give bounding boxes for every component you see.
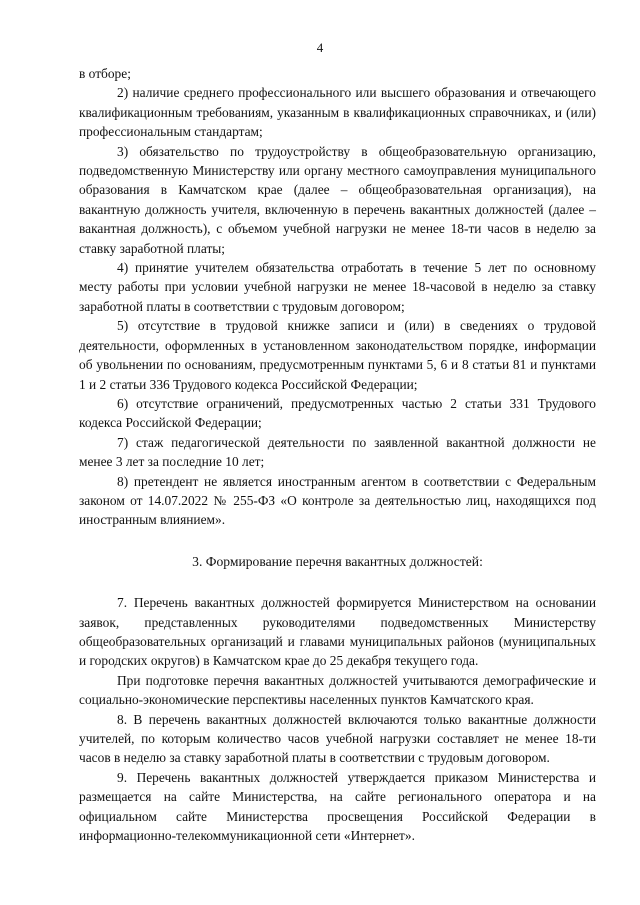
paragraph: в отборе; xyxy=(79,66,131,81)
paragraph: 4) принятие учителем обязательства отработать в течение 5 лет по основному месту работы при условии учебной нагрузки не менее 18-часовой в неделю за ставку заработной платы в соответствии с трудовым договором; xyxy=(79,260,596,314)
page-number: 4 xyxy=(316,40,324,55)
paragraph: 2) наличие среднего профессионального или высшего образования и отвечающего квалификационным требованиям, указанным в квалификационных справочниках, и (или) профессиональным стандартам; xyxy=(79,85,596,140)
criteria-list xyxy=(79,64,596,530)
paragraph: 5) отсутствие в трудовой книжке записи и (или) в сведениях о трудовой деятельности, оформленных в установленном законодательством порядке, информации об увольнении по основаниям, предусмотренным пунктами 5, 6 и 8 статьи 81 и пунктами 1 и 2 статьи 336 Трудового кодекса Российской Федерации; xyxy=(79,318,596,392)
section-paragraphs xyxy=(79,593,596,845)
paragraph: 8) претендент не является иностранным агентом в соответствии с Федеральным законом от 14.07.2022 № 255-ФЗ «О контроле за деятельностью лиц, находящихся под иностранным влиянием». xyxy=(79,473,596,528)
paragraph: 8. В перечень вакантных должностей включаются только вакантные должности учителей, по которым количество часов учебной нагрузки составляет не менее 18-ти часов в неделю за ставку заработной платы в соответствии с трудовым договором. xyxy=(79,711,596,766)
document-body xyxy=(79,64,596,845)
paragraph: 7) стаж педагогической деятельности по заявленной вакантной должности не менее 3 лет за последние 10 лет; xyxy=(79,434,596,470)
section-heading: 3. Формирование перечня вакантных должностей: xyxy=(192,553,483,569)
paragraph: 3) обязательство по трудоустройству в общеобразовательную организацию, подведомственную Министерству или органу местного самоуправления муниципального образования в Камчатском крае (далее – общеобразовательная организация), на вакантную должность учителя, включенную в перечень вакантных должностей (далее – вакантная должность), с объемом учебной нагрузки не менее 18-ти часов в неделю за ставку заработной платы; xyxy=(79,143,596,256)
paragraph: 7. Перечень вакантных должностей формируется Министерством на основании заявок, представленных руководителями подведомственных Министерству общеобразовательных организаций и главами муниципальных районов (муниципальных и городских округов) в Камчатском крае до 25 декабря текущего года. xyxy=(79,595,596,669)
paragraph: 9. Перечень вакантных должностей утверждается приказом Министерства и размещается на сайте Министерства, на сайте регионального оператора и на официальном сайте Министерства просвещения Российской Федерации в информационно-телекоммуникационной сети «Интернет». xyxy=(79,769,596,844)
paragraph: 6) отсутствие ограничений, предусмотренных частью 2 статьи 331 Трудового кодекса Российской Федерации; xyxy=(79,395,596,431)
paragraph: При подготовке перечня вакантных должностей учитываются демографические и социально-экономические перспективы населенных пунктов Камчатского края. xyxy=(79,672,596,708)
